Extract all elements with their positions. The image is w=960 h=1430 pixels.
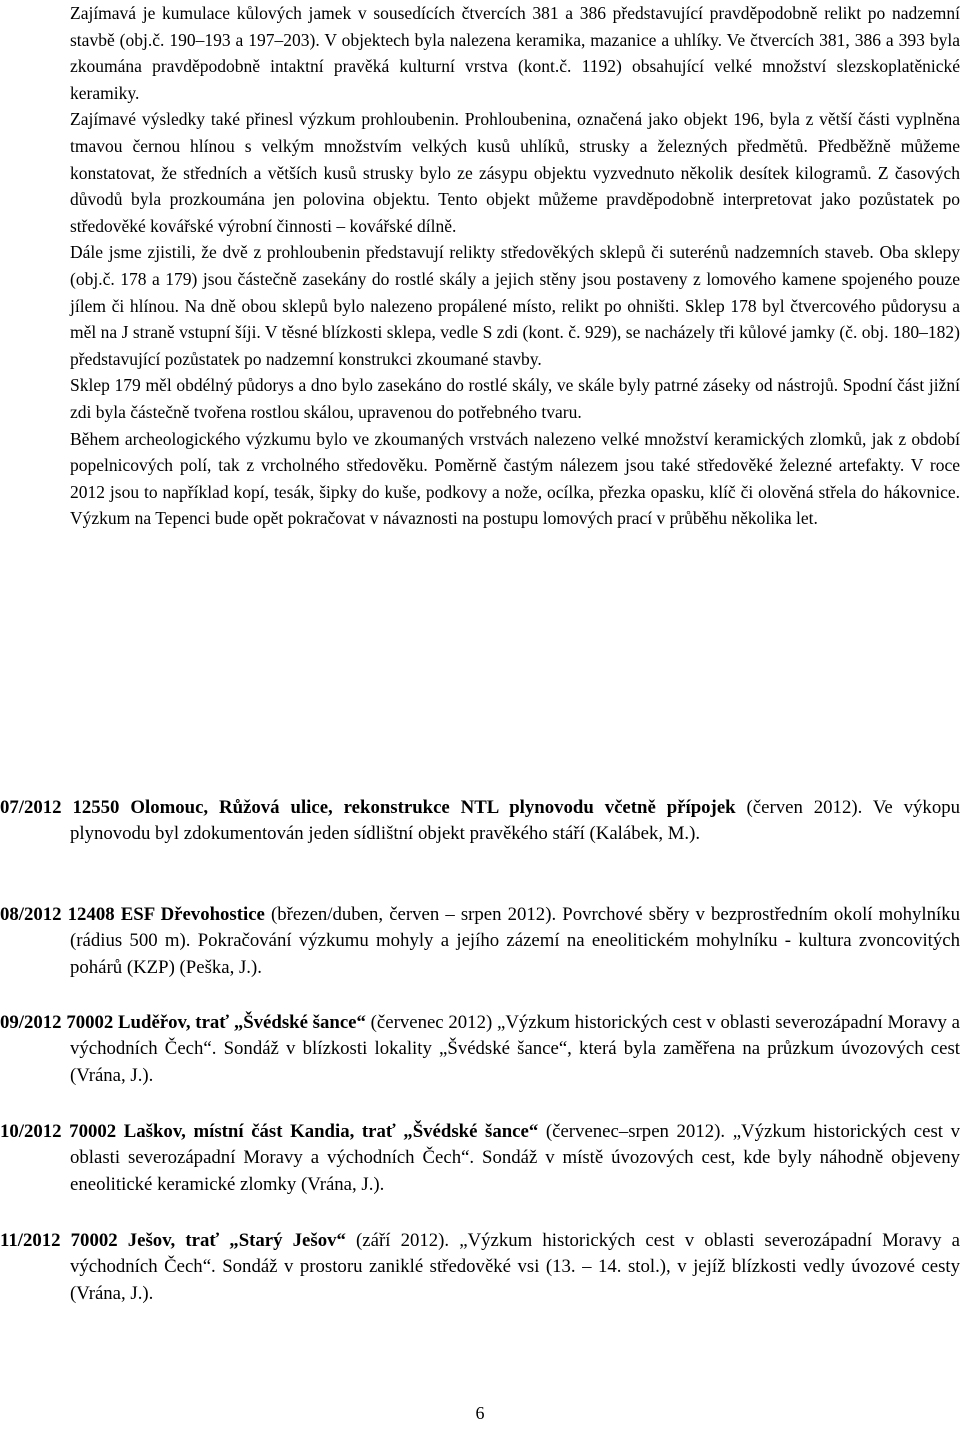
entry-date: (září 2012).	[356, 1230, 450, 1251]
entry-08-2012	[0, 902, 960, 981]
entry-text: Ve výkopu plynovodu byl zdokumentován jeden sídlištní objekt pravěkého stáří (Kalábek, M.).	[70, 797, 960, 845]
entry-heading: 09/2012 70002 Luděřov, trať „Švédské šance“	[0, 1012, 366, 1033]
paragraph-nalezy: Během archeologického výzkumu bylo ve zkoumaných vrstvách nalezeno velké množství keramických zlomků, jak z období popelnicových polí, tak z vrcholného středověku. Poměrně častým nálezem jsou také středověké železné artefakty. V roce 2012 jsou to například kopí, tesák, šipky do kuše, podkovy a nože, ocílka, přezka opasku, klíč či olověná střela do hákovnice. Výzkum na Tepenci bude opět pokračovat v návaznosti na postupu lomových prací v průběhu několika let.	[70, 428, 960, 529]
entry-text: „Výzkum historických cest v oblasti severozápadní Moravy a východních Čech“. Sondáž v blízkosti lokality „Švédské šance“, která byla zaměřena na průzkum úvozových cest (Vrána, J.).	[70, 1012, 960, 1086]
entry-11-2012	[0, 1228, 960, 1307]
entry-text: „Výzkum historických cest v oblasti severozápadní Moravy a východních Čech“. Sondáž v místě úvozových cest, kde byly náhodně objeveny eneolitické keramické zlomky (Vrána, J.).	[70, 1121, 960, 1195]
entry-heading: 07/2012 12550 Olomouc, Růžová ulice, rekonstrukce NTL plynovodu včetně přípojek	[0, 797, 736, 818]
entry-date: (březen/duben, červen – srpen 2012).	[271, 904, 557, 925]
entry-date: (červenec 2012)	[370, 1012, 493, 1033]
entry-date: (červenec–srpen 2012).	[545, 1121, 726, 1142]
paragraph-sklep-179: Sklep 179 měl obdélný půdorys a dno bylo zasekáno do rostlé skály, ve skále byly patrné záseky od nástrojů. Spodní část jižní zdi byla částečně tvořena rostlou skálou, upravenou do potřebného tvaru.	[70, 375, 960, 422]
page-number: 6	[475, 1403, 485, 1423]
entry-heading: 10/2012 70002 Laškov, místní část Kandia, trať „Švédské šance“	[0, 1121, 539, 1142]
entry-10-2012	[0, 1119, 960, 1198]
entry-heading: 11/2012 70002 Ješov, trať „Starý Ješov“	[0, 1230, 346, 1251]
entry-09-2012	[0, 1010, 960, 1089]
continuation-text	[70, 0, 960, 532]
paragraph-prohloubeniny: Zajímavé výsledky také přinesl výzkum prohloubenin. Prohloubenina, označená jako objekt 196, byla z větší části vyplněna tmavou černou hlínou s velkým množstvím velkých kusů uhlíků, strusky a železných předmětů. Předběžně můžeme konstatovat, že středních a větších kusů strusky bylo ze zásypu objektu vyzvednuto několik desítek kilogramů. Z časových důvodů byla prozkoumána jen polovina objektu. Tento objekt můžeme pravděpodobně interpretovat jako pozůstatek po středověké kovářské výrobní činnosti – kovářské dílně.	[70, 109, 960, 236]
entry-text: Povrchové sběry v bezprostředním okolí mohylníku (rádius 500 m). Pokračování výzkumu mohyly a jejího zázemí na eneolitickém mohylníku - kultura zvoncovitých pohárů (KZP) (Peška, J.).	[70, 904, 960, 978]
entry-text: „Výzkum historických cest v oblasti severozápadní Moravy a východních Čech“. Sondáž v prostoru zaniklé středověké vsi (13. – 14. stol.), v jejíž blízkosti vedly úvozové cesty (Vrána, J.).	[70, 1230, 960, 1304]
entry-heading: 08/2012 12408 ESF Dřevohostice	[0, 904, 265, 925]
entry-07-2012	[0, 795, 960, 848]
paragraph-sklepy: Dále jsme zjistili, že dvě z prohloubenin představují relikty středověkých sklepů či suterénů nadzemních staveb. Oba sklepy (obj.č. 178 a 179) jsou částečně zasekány do rostlé skály a jejich stěny jsou postaveny z lomového kamene spojeného pouze jílem či hlínou. Na dně obou sklepů bylo nalezeno propálené místo, relikt po ohništi. Sklep 178 byl čtvercového půdorysu a měl na J straně vstupní šíji. V těsné blízkosti sklepa, vedle S zdi (kont. č. 929), se nacházely tři kůlové jamky (č. obj. 180–182) představující pozůstatek po nadzemní konstrukci zkoumané stavby.	[70, 242, 960, 369]
paragraph-kulove-jamky: Zajímavá je kumulace kůlových jamek v sousedících čtvercích 381 a 386 představující pravděpodobně relikt po nadzemní stavbě (obj.č. 190–193 a 197–203). V objektech byla nalezena keramika, mazanice a uhlíky. Ve čtvercích 381, 386 a 393 byla zkoumána pravděpodobně intaktní pravěká kulturní vrstva (kont.č. 1192) obsahující velké množství slezskoplatěnické keramiky.	[70, 3, 960, 103]
entry-date: (červen 2012).	[746, 797, 863, 818]
